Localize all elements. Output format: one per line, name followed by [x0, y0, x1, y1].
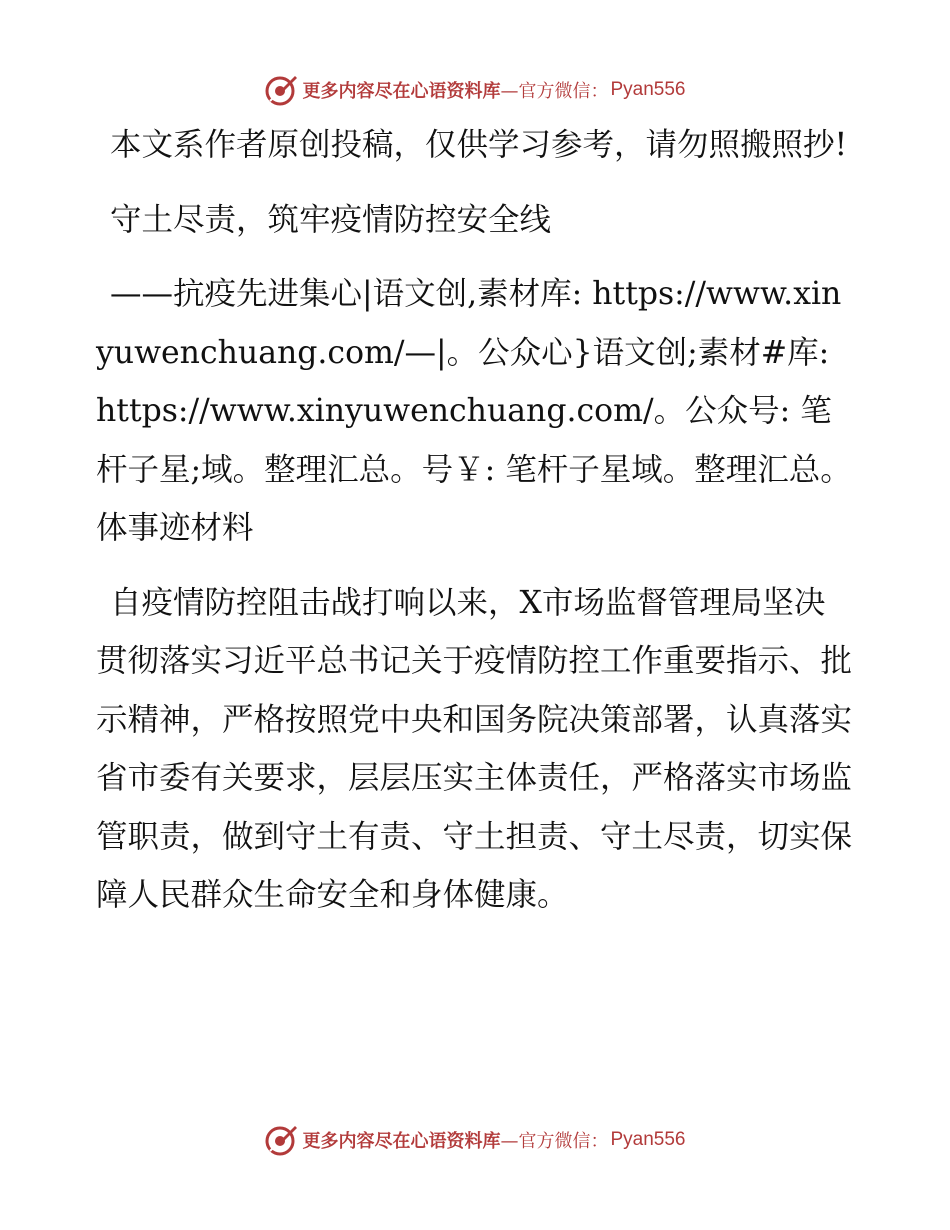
- banner-main-text: 更多内容尽在心语资料库: [302, 81, 501, 102]
- copyright-notice: 本文系作者原创投稿，仅供学习参考，请勿照搬照抄!: [110, 127, 848, 163]
- banner-wechat-id: Pyan556: [610, 1129, 686, 1150]
- pen-logo-icon: [264, 1123, 298, 1157]
- footer-banner: [0, 1120, 950, 1160]
- pen-logo-icon: [264, 73, 298, 107]
- document-body: [96, 116, 856, 925]
- banner-wechat-id: Pyan556: [610, 79, 686, 100]
- banner-tail-text: —官方微信：: [500, 1131, 609, 1152]
- document-title: 守土尽责，筑牢疫情防控安全线: [110, 201, 552, 238]
- body-paragraph: 自疫情防控阻击战打响以来，X市场监督管理局坚决贯彻落实习近平总书记关于疫情防控工作重要指示、批示精神，严格按照党中央和国务院决策部署，认真落实省市委有关要求，层层压实主体责任，严格落实市场监管职责，做到守土有责、守土担责、守土尽责，切实保障人民群众生命安全和身体健康。: [96, 584, 853, 913]
- banner-tail-text: —官方微信：: [500, 81, 609, 102]
- document-subtitle: ——抗疫先进集心|语文创,素材库: https://www.xinyuwenchuang.com/—|。公众心}语文创;素材#库: https://www.xinyuwenchuang.com/。公众号: 笔杆子星;域。整理汇总。号￥: 笔杆子星域。整理汇总。体事迹材料: [96, 276, 852, 546]
- banner-main-text: 更多内容尽在心语资料库: [302, 1131, 501, 1152]
- header-banner: [0, 70, 950, 110]
